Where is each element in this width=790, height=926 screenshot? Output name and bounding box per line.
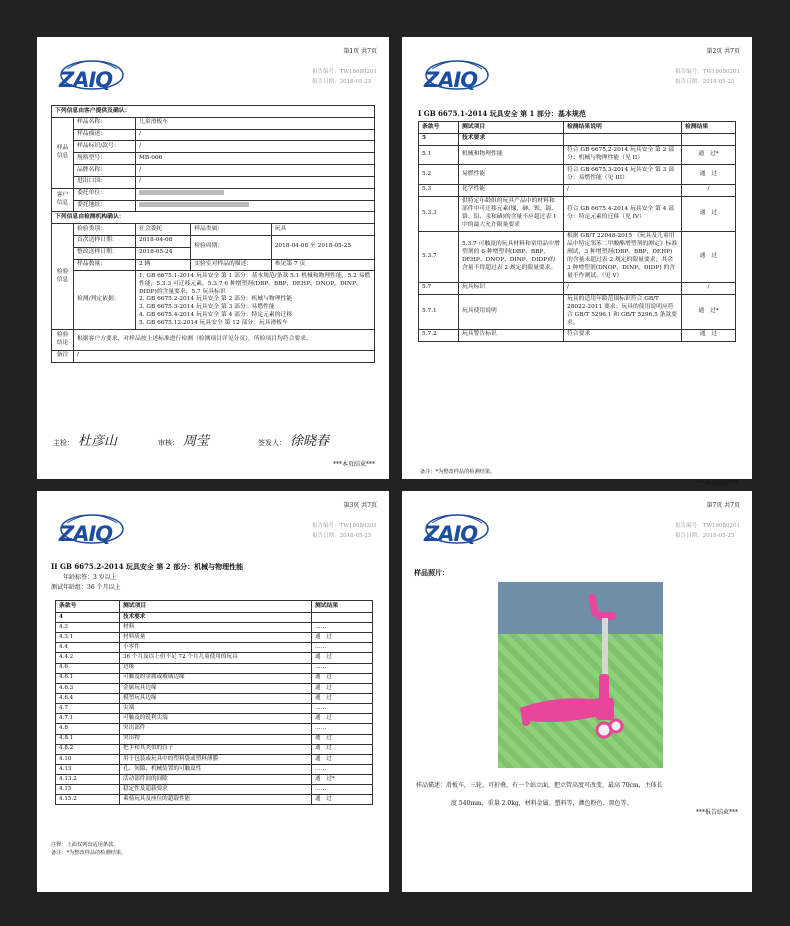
basis-list: 1. GB 6675.1-2014 玩具安全 第 1 部分：基本规范/条款 5.1 机械和物理性能，5.2 易燃性能，5.3.3 可迁移元素，5.3.7 6 种增塑剂(DBP、BBP、DEHP、DNOP、DINP、DIDP)的含量要求，5.7 玩具标识 2. GB 6675.2-2014 玩具安全 第 2 部分：机械与物理性能 3. GB 6675.3-2014 玩具安全 第 3 部分：易燃性能 4. GB 6675.4-2014 玩具安全 第 4 部分：特定元素的迁移 5. GB 6675.12-2014 玩具安全 第 12 部分：玩具滑板车 <box>136 271 375 330</box>
signature: 徐晓春 <box>290 434 330 449</box>
sample-photo <box>498 582 663 768</box>
table-row: 5 技术要求 <box>419 133 736 145</box>
signature: 周莹 <box>183 434 210 449</box>
report-meta: 报告编号：TW18080201 报告日期：2018-05-25 <box>312 69 377 85</box>
table-row: 5.3.3 供特定年龄组的玩具产品中的材料和部件中可迁移元素(锑、砷、钡、镉、铬、铅、汞和硒)的含量不应超过表 1 中的最大允许限量要求 符合 GB 6675.4-2014 玩具安全 第 4 部分：特定元素的迁移（见 IV） 通 过 <box>419 196 736 231</box>
sample-description: 样品描述：滑板车，三轮，可折叠，有一个站立面，把立管高度可改变，最高 70cm，主体长 度 540mm，重量 2.0kg，材料金属、塑料等，颜色粉色、黑色等。 <box>416 782 663 807</box>
table-row: 4.6.3 金属玩具边缘 通 过 <box>56 683 373 693</box>
section-title: II GB 6675.2-2014 玩具安全 第 2 部分：机械与物理性能 <box>51 562 244 571</box>
table-row: 4.10 用于包装或玩具中的塑料袋或塑料薄膜 通 过 <box>56 754 373 764</box>
report-meta: 报告编号：TW18080201 报告日期：2018-05-25 <box>675 69 740 85</box>
table-row: 5.7 玩具标识 / / <box>419 282 736 294</box>
report-page-3 <box>37 491 389 892</box>
scooter-image <box>498 582 663 768</box>
table-note: 注释：上面仅列出适用条款。 备注：*为整改样品的检测结果。 <box>51 842 127 856</box>
zaiq-logo: ZAIQ <box>57 509 127 547</box>
page-number: 第1页 共7页 <box>343 48 377 55</box>
page-end-mark: ***本页结束*** <box>332 461 375 468</box>
table-row: 4.8 突出部件 …… <box>56 724 373 734</box>
report-meta: 报告编号：TW18080201 报告日期：2018-05-25 <box>675 523 740 539</box>
age-info: 年龄标签：3 岁以上 测试年龄组：36 个月以上 <box>51 574 121 591</box>
table-row: 4.7 尖端 …… <box>56 704 373 714</box>
table-row: 4.4.2 36 个月及以上但不足 72 个月儿童使用的玩具 通 过 <box>56 653 373 663</box>
table-row: 4.6.1 可触及的金属或玻璃边缘 通 过 <box>56 673 373 683</box>
zaiq-logo: ZAIQ <box>422 55 492 93</box>
table-row: 4.7.1 可触及的锐利尖端 通 过 <box>56 714 373 724</box>
redacted-text <box>139 190 224 195</box>
basic-spec-table: 条款号 测试项目 检测结果说明 检测结果 5 技术要求 5.1 机械和物理性能 符合 GB 6675.2-2014 玩具安全 第 2 部分：机械与物理性能（见 II） 通 过* 5.2 易燃性能 符合 GB 6675.3-2014 玩具安全 第 3 部分：易燃性能（见 III） 通 过 5.3 化学性能 / / 5.3.3 供特定年龄组的玩具产品中的材料和部件中可迁移元素(锑、砷、钡、镉、铬、铅、汞和硒)的含量不应超过表 1 中的最大允许限量要求 符合 GB 6675.4-2014 玩具安全 第 4 部分：特定元素的迁移（见 IV） 通 过 5.3.7 5.3.7 可触及的玩具材料和童用品中增塑剂的 6 种增塑剂(DBP、BBP、DEHP、DNOP、DINP、DIDP)的含量不得超过表 2 规定的限量要求。 根据 GB/T 22048-2015 《玩具及儿童用品中特定邻苯二甲酸酯增塑剂的测定》标准测试，3 种增塑剂(DBP、BBP、DEHP)的含量未超过表 2 规定的限量要求；其余 3 种增塑剂(DNOP、DINP、DIDP) 的含量不作测试。（见 V） 通 过 5.7 玩具标识 / / 5.7.1 玩具使用说明 玩具的适用年龄范围标识符合 GB/T 28022-2011 要求；玩具的使用说明应符合 GB/T 5296.1 和 GB/T 5296.5 条款要求。 通 过* 5.7.2 玩具警告标识 符合要求 通 过 <box>418 121 736 342</box>
table-row: 4.3 材料 …… <box>56 622 373 632</box>
report-meta: 报告编号：TW18080201 报告日期：2018-05-25 <box>312 523 377 539</box>
table-row: 4 技术要求 <box>56 612 373 622</box>
table-row: 4.15 稳定性及超载要求 …… <box>56 785 373 795</box>
table-row: 4.13 孔、间隙、机械装置的可触及性 …… <box>56 764 373 774</box>
table-row: 5.1 机械和物理性能 符合 GB 6675.2-2014 玩具安全 第 2 部分：机械与物理性能（见 II） 通 过* <box>419 145 736 165</box>
page-number: 第7页 共7页 <box>706 502 740 509</box>
report-end-mark: ***报告结束*** <box>695 809 738 816</box>
table-row: 4.13.2 活动部件间的间隙 通 过* <box>56 775 373 785</box>
report-info-table: 下列信息由客户提供及确认： 样品信息 样品名称： 儿童滑板车 样品描述： / 样品标识/款号： / 规格型号： MB-006 品牌名称： / 进出口国： / 客户信息 委托单位： 委托地址： 下列信息由检测机构确认： 检验信息 检验类别： 社会委托 样品类属： 玩具 首次送样日期： 2018-04-08 检验周期： 2018-04-08 至 2018-05-25 整改送样日期： 2018-05-24 样品数量： 2 辆 实验室对样品的描述： 参见第 7 页 检测/判定依据： 1. GB 6675.1-2014 玩具安全 第 1 部分：基本规范/条款 5.1 机械和物理性能，5.2 易燃性能，5.3.3 可迁移元素，5.3.7 6 种增塑剂(DBP、BBP、DEHP、DNOP、DINP、DIDP)的含量要求，5.7 玩具标识 2. GB 6675.2-2014 玩具安全 第 2 部分：机械与物理性能 3. GB 6675.3-2014 玩具安全 第 3 部分：易燃性能 4. GB 6675.4-2014 玩具安全 第 4 部分：特定元素的迁移 5. GB 6675.12-2014 玩具安全 第 12 部分：玩具滑板车 检验结论 根据客户方要求，对样品按上述标准进行检测（检测项目详见分页），所检项目均符合要求。 备注 / <box>51 105 375 363</box>
report-page-2 <box>402 37 752 487</box>
mechanical-table: 条款号 测试项目 测试结果 4 技术要求 4.3 材料 …… 4.3.1 材料质量 通 过 4.4 小零件 …… 4.4.2 36 个月及以上但不足 72 个月儿童使用的玩具 通 过 4.6 边缘 …… 4.6.1 可触及的金属或玻璃边缘 通 过 4.6.3 金属玩具边缘 通 过 4.6.4 模塑玩具边缘 通 过 4.7 尖端 …… 4.7.1 可触及的锐利尖端 通 过 4.8 突出部件 …… 4.8.1 突出物 通 过 4.8.2 把手和其类似的管子 通 过 4.10 用于包装或玩具中的塑料袋或塑料薄膜 通 过 4.13 孔、间隙、机械装置的可触及性 …… 4.13.2 活动部件间的间隙 通 过* 4.15 稳定性及超载要求 …… 4.15.2 乘骑玩具及座位的超载性能 通 过 <box>55 600 373 805</box>
table-row: 4.15.2 乘骑玩具及座位的超载性能 通 过 <box>56 795 373 805</box>
table-row: 4.6 边缘 …… <box>56 663 373 673</box>
client-group-label: 客户信息 <box>52 188 74 212</box>
section-title: I GB 6675.1-2014 玩具安全 第 1 部分：基本规范 <box>418 109 586 118</box>
report-page-1 <box>37 37 389 479</box>
zaiq-logo: ZAIQ <box>422 509 492 547</box>
conclusion-text: 根据客户方要求，对样品按上述标准进行检测（检测项目详见分页），所检项目均符合要求。 <box>74 330 375 351</box>
redacted-text <box>139 202 249 207</box>
section-lab: 下列信息由检测机构确认： <box>52 212 375 224</box>
page-number: 第3页 共7页 <box>343 502 377 509</box>
table-row: 4.8.2 把手和其类似的管子 通 过 <box>56 744 373 754</box>
table-row: 4.3.1 材料质量 通 过 <box>56 633 373 643</box>
photo-label: 样品照片： <box>414 568 449 577</box>
conclusion-label: 检验结论 <box>52 330 74 351</box>
table-row: 5.2 易燃性能 符合 GB 6675.3-2014 玩具安全 第 3 部分：易燃性能（见 III） 通 过 <box>419 165 736 185</box>
table-row: 5.7.1 玩具使用说明 玩具的适用年龄范围标识符合 GB/T 28022-2011 要求；玩具的使用说明应符合 GB/T 5296.1 和 GB/T 5296.5 条款要求。 通 过* <box>419 294 736 329</box>
table-row: 5.3 化学性能 / / <box>419 184 736 196</box>
table-row: 4.8.1 突出物 通 过 <box>56 734 373 744</box>
test-group-label: 检验信息 <box>52 224 74 330</box>
table-row: 4.6.4 模塑玩具边缘 通 过 <box>56 693 373 703</box>
page-number: 第2页 共7页 <box>706 48 740 55</box>
page-end-mark: ***本页结束*** <box>695 480 738 487</box>
signatures: 主检： 杜彦山 审核： 周莹 签发人： 徐晓春 <box>53 434 330 449</box>
table-row: 4.4 小零件 …… <box>56 643 373 653</box>
table-row: 5.7.2 玩具警告标识 符合要求 通 过 <box>419 329 736 341</box>
table-note: 备注：*为整改样品的检测结果。 <box>420 469 496 475</box>
sample-group-label: 样品信息 <box>52 117 74 188</box>
section-client: 下列信息由客户提供及确认： <box>52 106 375 118</box>
report-page-7 <box>402 491 752 892</box>
zaiq-logo: ZAIQ <box>57 55 127 93</box>
signature: 杜彦山 <box>78 434 118 449</box>
table-row: 5.3.7 5.3.7 可触及的玩具材料和童用品中增塑剂的 6 种增塑剂(DBP、BBP、DEHP、DNOP、DINP、DIDP)的含量不得超过表 2 规定的限量要求。 根据 GB/T 22048-2015 《玩具及儿童用品中特定邻苯二甲酸酯增塑剂的测定》标准测试，3 种增塑剂(DBP、BBP、DEHP)的含量未超过表 2 规定的限量要求；其余 3 种增塑剂(DNOP、DINP、DIDP) 的含量不作测试。（见 V） 通 过 <box>419 231 736 282</box>
